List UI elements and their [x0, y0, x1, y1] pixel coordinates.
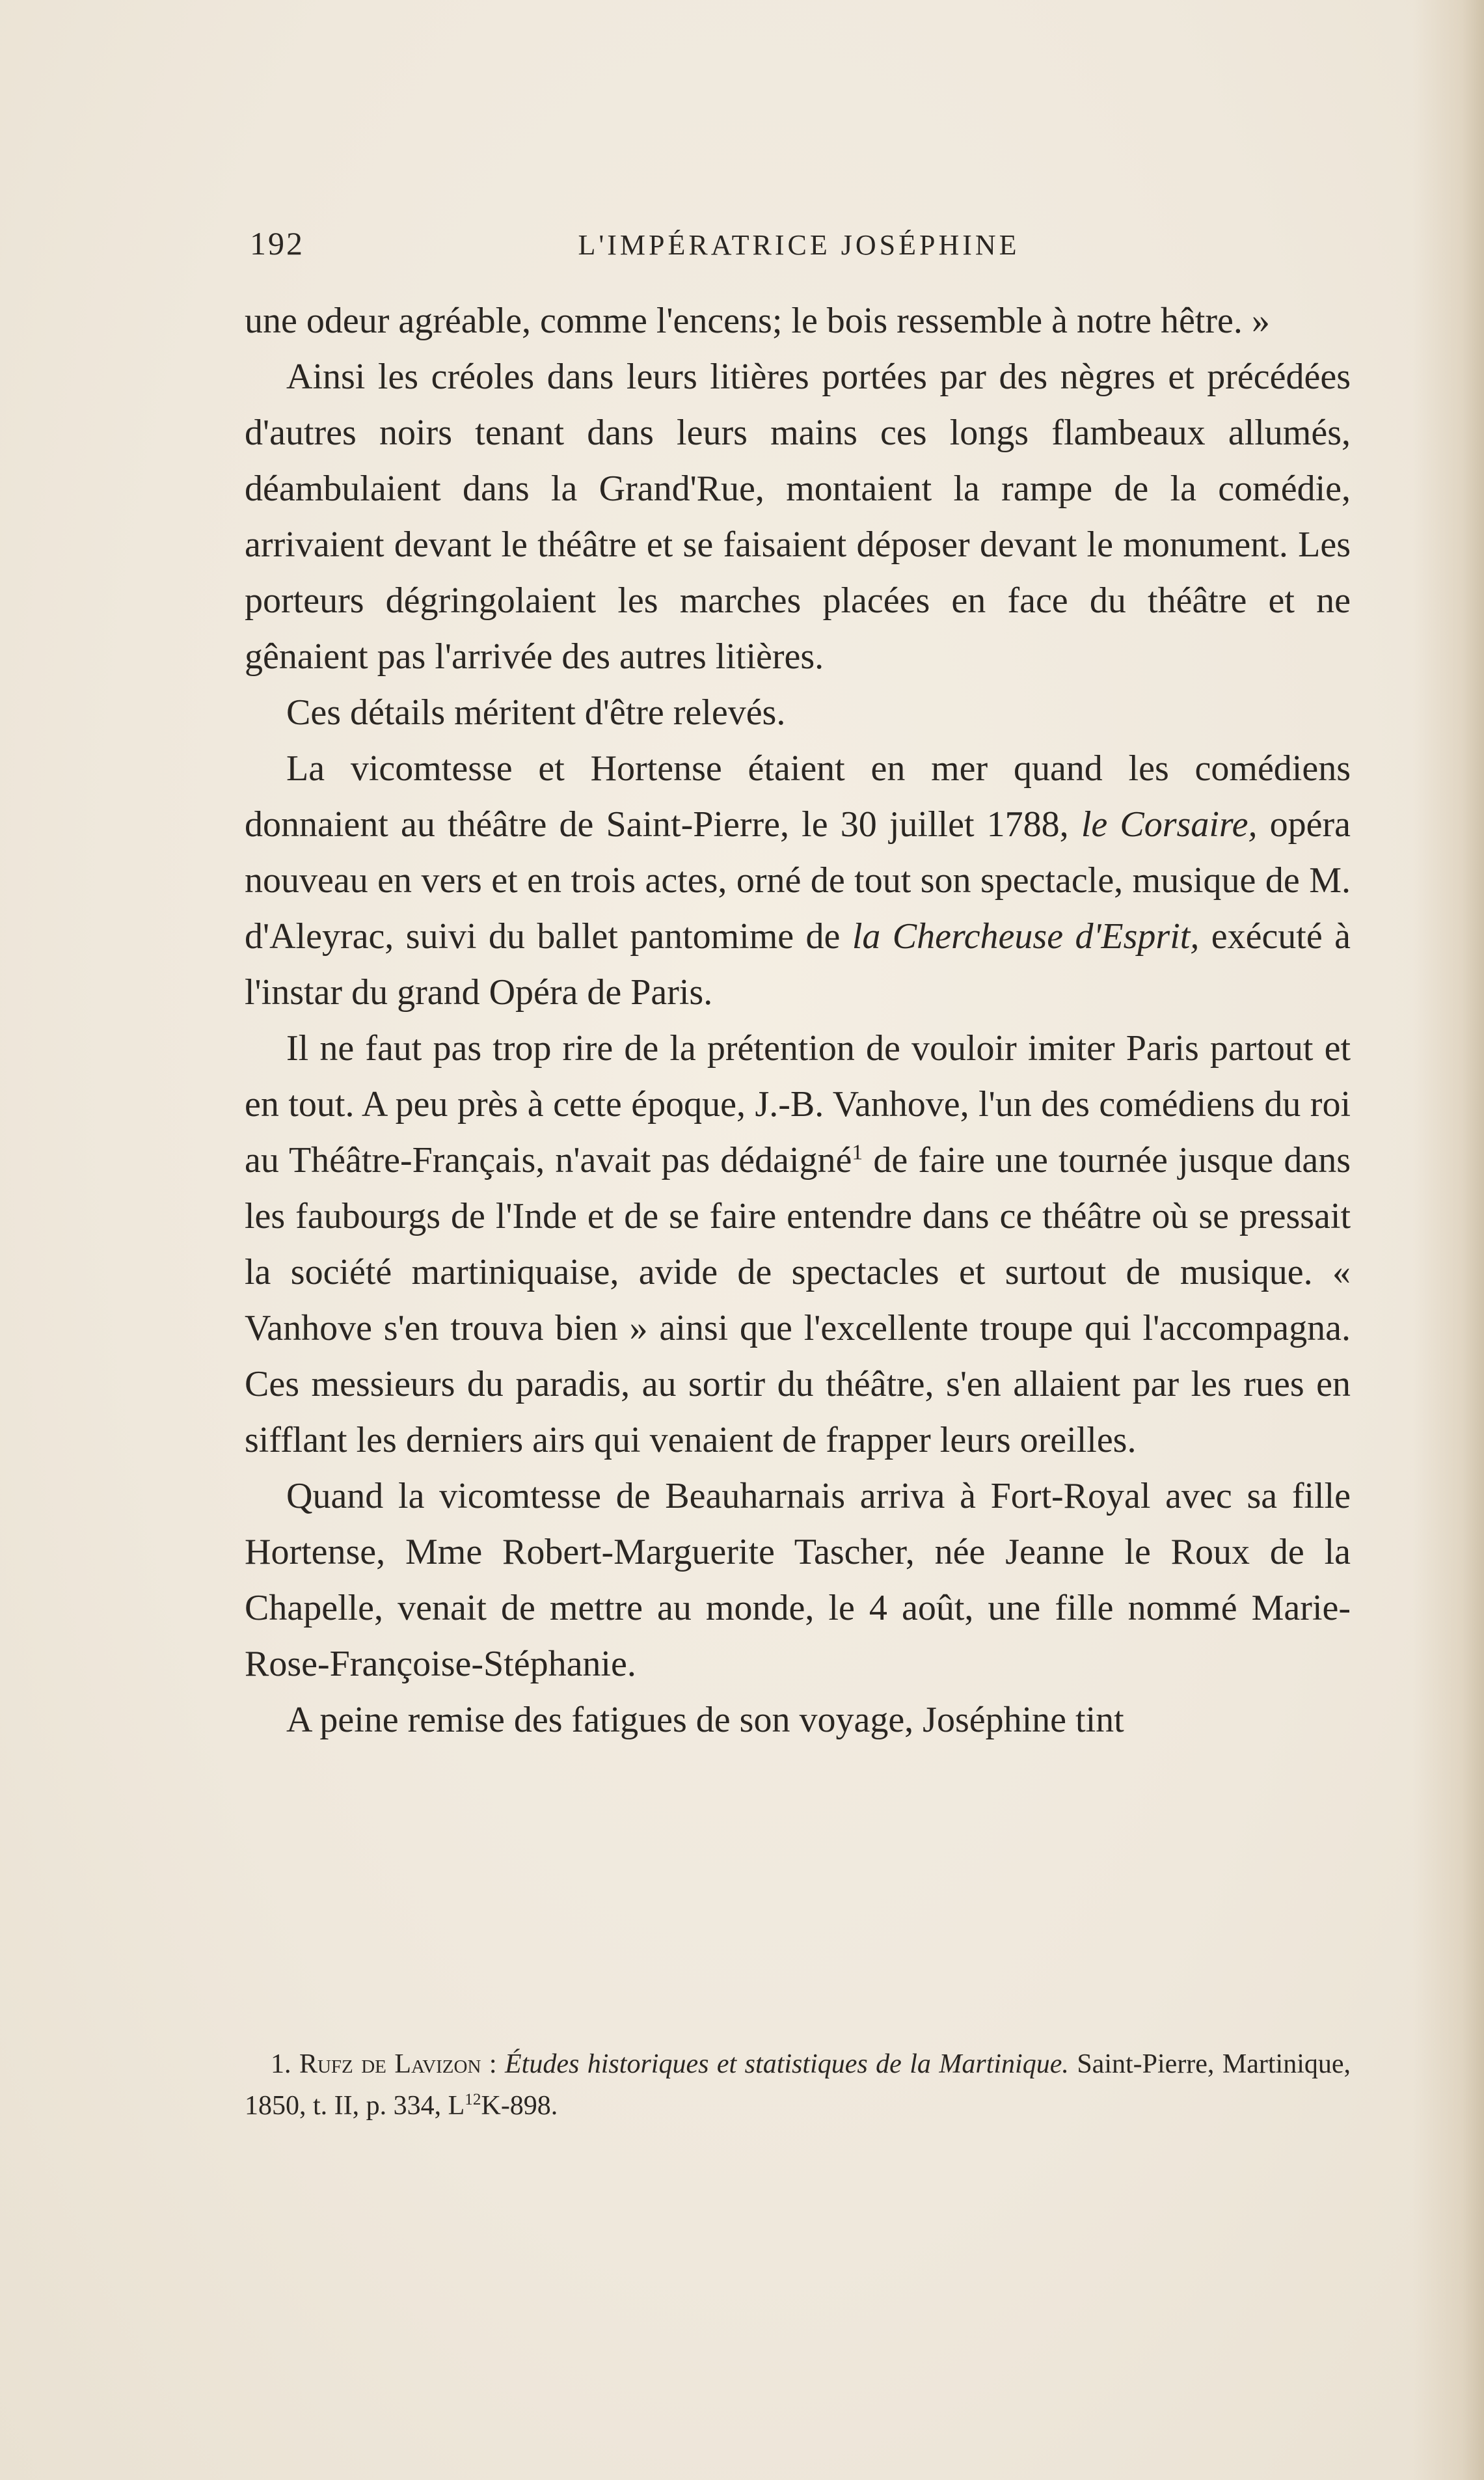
footnote-shelf-superscript: 12: [465, 2091, 481, 2108]
footnote-1: [245, 2043, 1351, 2127]
paragraph-3: Ces détails méritent d'être relevés.: [286, 692, 786, 733]
footnote-shelf-mark: K-898.: [481, 2091, 558, 2121]
paragraph-4-text-b: opéra nouveau en vers et en trois actes, orné de tout son spectacle, musique de M. d'Aleyrac, suivi du ballet pantomime de: [245, 804, 1351, 957]
footnote: [245, 2043, 1351, 2127]
page-header: [250, 225, 1348, 270]
paragraph-5: [245, 1020, 1351, 1468]
footnote-reference[interactable]: 1: [852, 1140, 863, 1165]
title-le-corsaire: le Corsaire,: [1081, 804, 1258, 845]
body-text: [245, 293, 1351, 1748]
title-la-chercheuse-d-esprit: la Chercheuse d'Esprit,: [852, 916, 1200, 957]
footnote-number: 1.: [271, 2049, 291, 2079]
paragraph-6: Quand la vicomtesse de Beauharnais arriva à Fort-Royal avec sa fille Hortense, Mme Robert-Marguerite Tascher, née Jeanne le Roux de la Chapelle, venait de mettre au monde, le 4 août, une fille nommé Marie-Rose-Françoise-Stéphanie.: [245, 1476, 1351, 1684]
paragraph-4: [245, 741, 1351, 1020]
footnote-author: Rufz de Lavizon: [299, 2049, 481, 2079]
paragraph-7: A peine remise des fatigues de son voyage, Joséphine tint: [286, 1700, 1124, 1740]
footnote-title: Études historiques et statistiques de la Martinique.: [505, 2049, 1069, 2079]
page-number: 192: [250, 225, 304, 262]
paragraph-1: une odeur agréable, comme l'encens; le bois ressemble à notre hêtre. »: [245, 301, 1270, 341]
footnote-details: Saint-Pierre, Martinique, 1850, t. II, p. 334, L: [245, 2049, 1351, 2121]
paragraph-5-text-b: de faire une tournée jusque dans les faubourgs de l'Inde et de se faire entendre dans ce théâtre où se pressait la société martiniquaise, avide de spectacles et surtout de musique. « Vanhove s'en trouva bien » ainsi que l'excellente troupe qui l'accompagna. Ces messieurs du paradis, au sortir du théâtre, s'en allaient par les rues en sifflant les derniers airs qui venaient de frapper leurs oreilles.: [245, 1140, 1351, 1460]
page-edge-shadow: [1412, 0, 1484, 2480]
paragraph-4-text-c: exécuté à l'instar du grand Opéra de Paris.: [245, 916, 1351, 1013]
paragraph-2: Ainsi les créoles dans leurs litières portées par des nègres et précédées d'autres noirs tenant dans leurs mains ces longs flambeaux allumés, déambulaient dans la Grand'Rue, montaient la rampe de la comédie, arrivaient devant le théâtre et se faisaient déposer devant le monument. Les porteurs dégringolaient les marches placées en face du théâtre et ne gênaient pas l'arrivée des autres litières.: [245, 357, 1351, 677]
paragraph-5-text-a: Il ne faut pas trop rire de la prétention de vouloir imiter Paris partout et en tout. A peu près à cette époque, J.-B. Vanhove, l'un des comédiens du roi au Théâtre-Français, n'avait pas dédaigné: [245, 1028, 1351, 1180]
footnote-separator: :: [481, 2049, 505, 2079]
paragraph-4-text-a: La vicomtesse et Hortense étaient en mer quand les comédiens donnaient au théâtre de Saint-Pierre, le 30 juillet 1788,: [245, 748, 1351, 845]
running-title: L'IMPÉRATRICE JOSÉPHINE: [578, 229, 1020, 261]
